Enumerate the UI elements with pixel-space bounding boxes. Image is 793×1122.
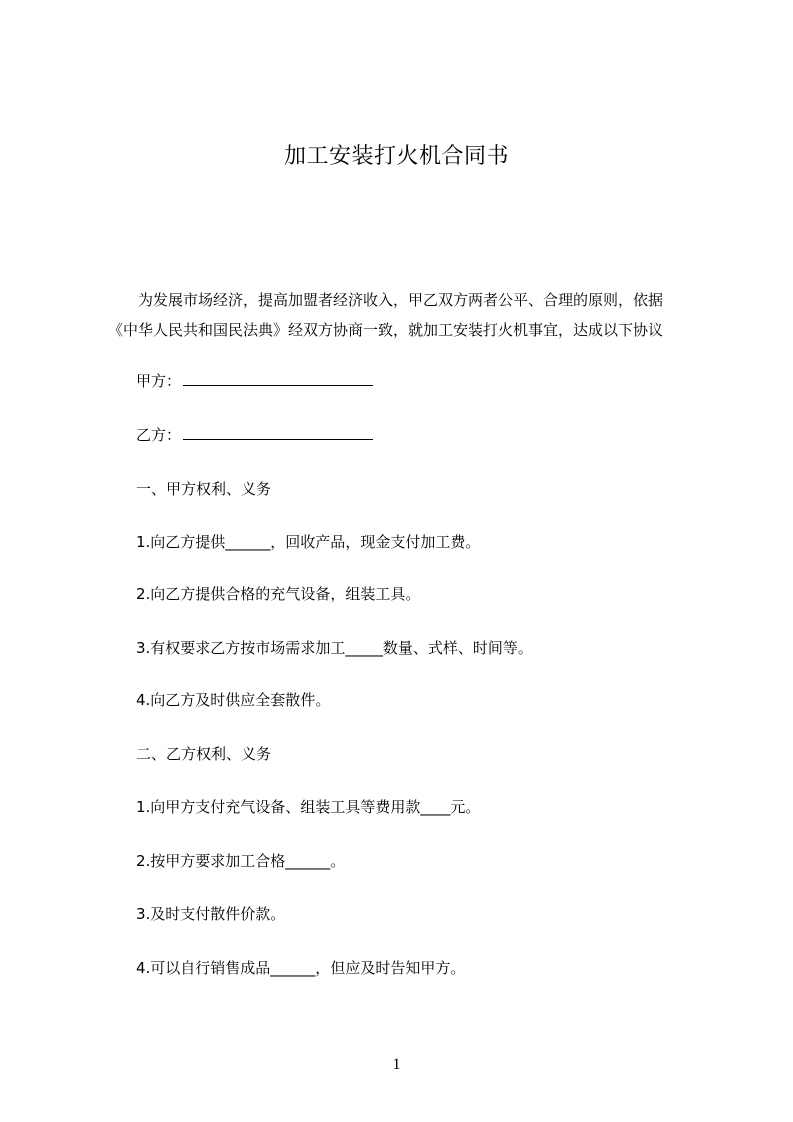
section-2-item: 1.向甲方支付充气设备、组装工具等费用款____元。 [136, 798, 481, 816]
intro-line-2: 《中华人民共和国民法典》经双方协商一致，就加工安装打火机事宜，达成以下协议 [108, 321, 664, 339]
section-2-item: 4.可以自行销售成品______，但应及时告知甲方。 [136, 959, 466, 977]
section-1-item: 3.有权要求乙方按市场需求加工_____数量、式样、时间等。 [136, 639, 533, 657]
party-b-line [136, 423, 373, 447]
section-1-heading: 一、甲方权利、义务 [136, 480, 272, 498]
section-2-item: 2.按甲方要求加工合格______。 [136, 852, 346, 870]
section-1-item: 2.向乙方提供合格的充气设备，组装工具。 [136, 585, 421, 603]
section-1-item: 4.向乙方及时供应全套散件。 [136, 691, 331, 709]
party-b-blank [183, 424, 373, 440]
party-a-blank [183, 370, 373, 386]
party-a-line [136, 369, 373, 393]
section-2-heading: 二、乙方权利、义务 [136, 745, 272, 763]
intro-line-1: 为发展市场经济，提高加盟者经济收入，甲乙双方两者公平、合理的原则，依据 [138, 291, 664, 309]
section-2-item: 3.及时支付散件价款。 [136, 905, 286, 923]
party-b-label: 乙方： [136, 426, 182, 444]
party-a-label: 甲方： [136, 372, 182, 390]
intro-paragraph [108, 285, 708, 345]
page-number: 1 [392, 1056, 401, 1073]
document-title: 加工安装打火机合同书 [283, 144, 509, 169]
section-1-item: 1.向乙方提供______，回收产品，现金支付加工费。 [136, 533, 481, 551]
